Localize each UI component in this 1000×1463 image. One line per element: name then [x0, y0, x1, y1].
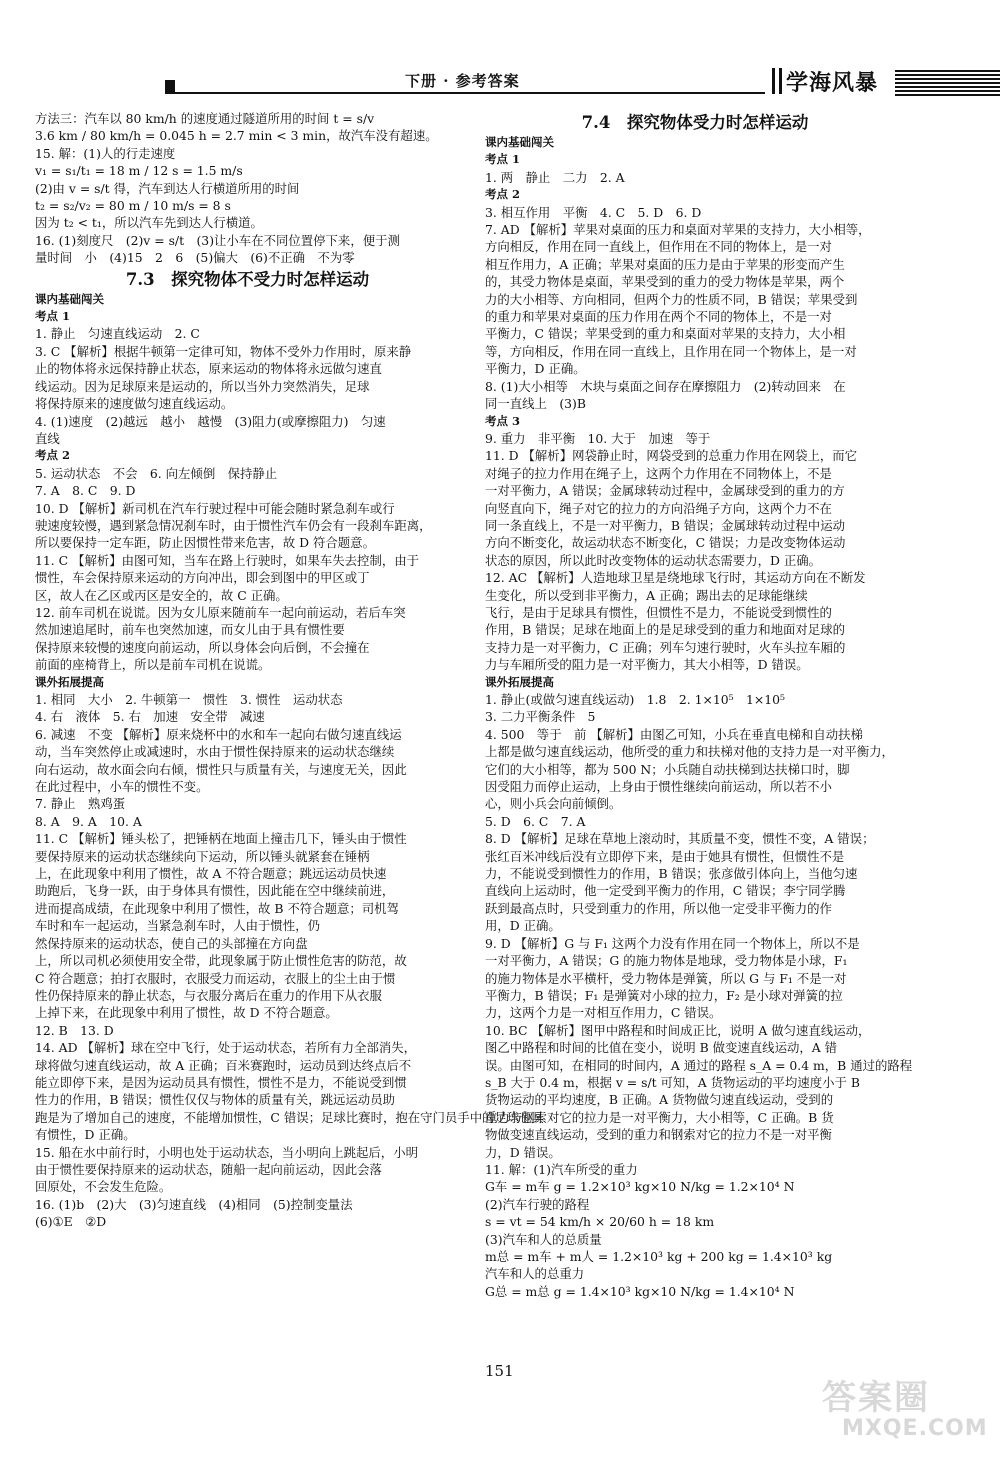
text-line: 7. 静止 熟鸡蛋 [35, 796, 126, 812]
text-line: 12. 前车司机在说谎。因为女儿原来随前车一起向前运动，若后车突 [35, 604, 406, 620]
text-line: 同一直线上 (3)B [485, 396, 587, 412]
text-line: 因为 t₂ < t₁，所以汽车先到达人行横道。 [35, 215, 263, 231]
text-line: 所以要保持一定车距，防止因惯性带来危害，故 D 符合题意。 [35, 535, 375, 551]
text-line: 同一条直线上，不是一对平衡力，B 错误；金属球转动过程中运动 [485, 517, 845, 533]
text-line: s_B 大于 0.4 m，根据 v = s/t 可知，A 货物运动的平均速度小于 B [485, 1074, 860, 1090]
page-number: 151 [485, 1362, 514, 1380]
text-line: 方向相反，作用在同一直线上，但作用在不同的物体上，是一对 [485, 239, 832, 255]
text-line: 一对平衡力，A 错误；G 的施力物体是地球，受力物体是小球，F₁ [485, 953, 848, 969]
text-line: 8. (1)大小相等 木块与桌面之间存在摩擦阻力 (2)转动回来 在 [485, 378, 846, 394]
text-line: 10. BC 【解析】图甲中路程和时间成正比，说明 A 做匀速直线运动， [485, 1022, 871, 1038]
text-line: 6. 减速 不变 【解析】原来烧杯中的水和车一起向右做匀速直线运 [35, 726, 402, 742]
text-line: 保持原来较慢的速度向前运动，所以身体会向后倒，不会撞在 [35, 639, 370, 655]
text-line: 14. AD 【解析】球在空中飞行，处于运动状态，若所有力全部消失， [35, 1040, 417, 1056]
text-line: 车时和车一起运动，当紧急刹车时，人由于惯性，仍 [35, 918, 320, 934]
text-line: 量时间 小 (4)15 2 6 (5)偏大 (6)不正确 不为零 [35, 250, 355, 266]
text-line: 性仍保持原来的静止状态，与衣服分离后在重力的作用下从衣服 [35, 987, 382, 1003]
text-line: 力与车厢所受的阻力是一对平衡力，其大小相等，D 错误。 [485, 657, 809, 673]
text-line: 3. C 【解析】根据牛顿第一定律可知，物体不受外力作用时，原来静 [35, 343, 412, 359]
text-line: 方向不断变化，故运动状态不断变化，C 错误；力是改变物体运动 [485, 535, 846, 551]
text-line: 图乙中路程和时间的比值在变小，说明 B 做变速直线运动，A 错 [485, 1040, 838, 1056]
text-line: 飞行，是由于足球具有惯性，但惯性不是力，不能说受到惯性的 [485, 604, 832, 620]
text-line: 11. 解：(1)汽车所受的重力 [485, 1161, 638, 1177]
text-line: t₂ = s₂/v₂ = 80 m / 10 m/s = 8 s [35, 198, 231, 214]
text-line: 线运动。因为足球原来是运动的，所以当外力突然消失，足球 [35, 378, 370, 394]
text-line: 12. B 13. D [35, 1022, 114, 1038]
text-line: 方法三：汽车以 80 km/h 的速度通过隧道所用的时间 t = s/v [35, 111, 375, 126]
text-line: 力，不能说受到惯性力的作用，B 错误；张彦做引体向上，当他匀速 [485, 866, 858, 882]
text-line: 考点 3 [485, 413, 521, 428]
text-line: 力，这两个力是一对相互作用力，C 错误。 [485, 1005, 722, 1021]
text-line: 10. D 【解析】新司机在汽车行驶过程中可能会随时紧急刹车或行 [35, 500, 395, 516]
text-line: (2)由 v = s/t 得，汽车到达人行横道所用的时间 [35, 180, 300, 196]
text-line: 上都是做匀速直线运动，他所受的重力和扶梯对他的支持力是一对平衡力， [485, 744, 894, 760]
text-line: 向竖直向下，绳子对它的拉力的方向沿绳子方向，这两个力不在 [485, 500, 832, 516]
text-line: 误。由图可知，在相同的时间内，A 通过的路程 s_A = 0.4 m，B 通过的路程 [485, 1057, 913, 1073]
text-line: 要保持原来的运动状态继续向下运动，所以锤头就紧套在锤柄 [35, 848, 370, 864]
text-line: 上，所以司机必须使用安全带，此现象属于防止惯性危害的防范，故 [35, 953, 407, 969]
text-line: (2)汽车行驶的路程 [485, 1196, 590, 1212]
text-line: 12. AC 【解析】人造地球卫星是绕地球飞行时，其运动方向在不断发 [485, 570, 866, 586]
text-line: 课内基础闯关 [35, 291, 104, 306]
text-line: 生变化，所以受到非平衡力，A 正确；踢出去的足球能继续 [485, 587, 808, 603]
text-line: 8. D 【解析】足球在草地上滚动时，其质量不变，惯性不变，A 错误； [485, 831, 875, 847]
text-line: 由于惯性要保持原来的运动状态，随船一起向前运动，因此会落 [35, 1161, 382, 1177]
text-line: (6)①E ②D [35, 1214, 107, 1230]
text-line: 然加速追尾时，前车也突然加速，而女儿由于具有惯性要 [35, 622, 345, 638]
text-line: 跑是为了增加自己的速度，不能增加惯性，C 错误；足球比赛时，抱在守门员手中的足球也具 [35, 1109, 545, 1125]
text-line: 的重力和苹果对桌面的压力作用在两个不同的物体上，不是一对 [485, 309, 832, 325]
text-line: 止的物体将永远保持静止状态，原来运动的物体将永远做匀速直 [35, 361, 382, 377]
text-line: 11. C 【解析】由图可知，当车在路上行驶时，如果车失去控制，由于 [35, 552, 420, 568]
text-line: 9. 重力 非平衡 10. 大于 加速 等于 [485, 430, 711, 446]
text-line: 性力的作用，B 错误；惯性仅仅与物体的质量有关，跳远运动员助 [35, 1092, 395, 1108]
text-line: 物做变速直线运动，受到的重力和钢索对它的拉力不是一对平衡 [485, 1127, 832, 1143]
text-line: 1. 静止(或做匀速直线运动) 1.8 2. 1×10⁵ 1×10⁵ [485, 692, 785, 707]
text-line: 有惯性，D 正确。 [35, 1127, 136, 1143]
text-line: 回原处，不会发生危险。 [35, 1179, 172, 1195]
brand-logo: 学海风暴 [786, 70, 879, 96]
text-line: 5. D 6. C 7. A [485, 813, 586, 829]
watermark-url: MXQE.COM [842, 1416, 988, 1441]
text-line: 的施力物体是水平横杆，受力物体是弹簧，所以 G 与 F₁ 不是一对 [485, 970, 847, 986]
text-line: 9. D 【解析】G 与 F₁ 这两个力没有作用在同一个物体上，所以不是 [485, 935, 860, 951]
text-line: s = vt = 54 km/h × 20/60 h = 18 km [485, 1214, 715, 1230]
text-line: 的，其受力物体是桌面，苹果受到的重力的受力物体是苹果，两个 [485, 274, 845, 290]
text-line: m总 = m车 + m人 = 1.2×10³ kg + 200 kg = 1.4×10³ kg [485, 1249, 833, 1264]
text-line: 然保持原来的运动状态，使自己的头部撞在方向盘 [35, 935, 308, 951]
text-line: 心，则小兵会向前倾倒。 [485, 796, 622, 812]
text-line: 对绳子的拉力作用在绳子上，这两个力作用在不同物体上，不是 [485, 465, 832, 481]
text-line: 16. (1)b (2)大 (3)匀速直线 (4)相同 (5)控制变量法 [35, 1196, 353, 1212]
text-line: 驶速度较慢，遇到紧急情况刹车时，由于惯性汽车仍会有一段刹车距离， [35, 517, 432, 533]
text-line: 3. 二力平衡条件 5 [485, 709, 596, 725]
text-line: 11. C 【解析】锤头松了，把锤柄在地面上撞击几下，锤头由于惯性 [35, 831, 407, 847]
header-rule [165, 92, 765, 94]
text-line: 4. (1)速度 (2)越远 越小 越慢 (3)阻力(或摩擦阻力) 匀速 [35, 413, 386, 429]
page-header [0, 62, 1000, 102]
text-line: 状态的原因，所以此时改变物体的运动状态需要力，D 正确。 [485, 552, 822, 568]
text-line: 将保持原来的速度做匀速直线运动。 [35, 396, 234, 412]
text-line: 平衡力，B 错误；F₁ 是弹簧对小球的拉力，F₂ 是小球对弹簧的拉 [485, 987, 843, 1003]
text-line: 惯性，车会保持原来运动的方向冲出，即会到图中的甲区或丁 [35, 570, 370, 586]
text-line: 助跑后，飞身一跃，由于身体具有惯性，因此能在空中继续前进， [35, 883, 395, 899]
text-line: 4. 右 液体 5. 右 加速 安全带 减速 [35, 709, 265, 725]
text-line: 7. AD 【解析】苹果对桌面的压力和桌面对苹果的支持力，大小相等， [485, 222, 871, 238]
text-line: 跃到最高点时，只受到重力的作用，所以他一定受非平衡力的作 [485, 900, 832, 916]
watermark-logo [822, 1370, 992, 1450]
text-line: 向右运动，故水面会向右倾，惯性只与质量有关，与速度无关，因此 [35, 761, 407, 777]
text-line: 课外拓展提高 [35, 674, 104, 689]
text-line: 等，方向相反，作用在同一直线上，且作用在同一个物体上，是一对 [485, 343, 857, 359]
text-line: 汽车和人的总重力 [485, 1266, 585, 1282]
text-line: 1. 两 静止 二力 2. A [485, 169, 625, 185]
text-line: 因受阻力而停止运动，上身由于惯性继续向前运动，所以若不小 [485, 779, 832, 795]
text-line: 一对平衡力，A 错误；金属球转动过程中，金属球受到的重力的方 [485, 483, 845, 499]
text-line: 区，故人在乙区或丙区是安全的，故 C 正确。 [35, 587, 288, 603]
text-line: 5. 运动状态 不会 6. 向左倾倒 保持静止 [35, 465, 278, 481]
header-square-mark [165, 80, 175, 92]
text-line: 15. 解：(1)人的行走速度 [35, 145, 176, 161]
section-title: 7.3 探究物体不受力时怎样运动 [125, 269, 370, 289]
watermark-main: 答案圈 [822, 1378, 930, 1418]
text-line: 直线向上运动时，他一定受到平衡力的作用，C 错误；李宁同学腾 [485, 883, 846, 899]
text-line: 力，D 错误。 [485, 1144, 561, 1160]
text-line: 16. (1)刻度尺 (2)v = s/t (3)让小车在不同位置停下来，便于测 [35, 232, 400, 248]
text-line: G车 = m车 g = 1.2×10³ kg×10 N/kg = 1.2×10⁴ N [485, 1179, 795, 1195]
text-line: 3. 相互作用 平衡 4. C 5. D 6. D [485, 204, 702, 220]
header-stripes [895, 70, 1000, 96]
text-line: 上，在此现象中利用了惯性，故 A 不符合题意；跳远运动员快速 [35, 866, 387, 882]
text-line: 3.6 km / 80 km/h = 0.045 h = 2.7 min < 3 min，故汽车没有超速。 [35, 128, 438, 144]
text-line: 考点 1 [485, 152, 521, 167]
text-line: 课外拓展提高 [485, 674, 554, 689]
text-line: 考点 2 [35, 448, 71, 463]
text-line: 7. A 8. C 9. D [35, 483, 136, 499]
text-line: 重力与钢索对它的拉力是一对平衡力，大小相等，C 正确。B 货 [485, 1109, 834, 1125]
text-line: 前面的座椅背上，所以是前车司机在说谎。 [35, 657, 271, 673]
right-column [485, 110, 913, 1300]
text-line: C 符合题意；拍打衣服时，衣服受力而运动，衣服上的尘土由于惯 [35, 970, 396, 986]
text-line: 4. 500 等于 前 【解析】由图乙可知，小兵在垂直电梯和自动扶梯 [485, 726, 863, 742]
text-line: 11. D 【解析】网袋静止时，网袋受到的总重力作用在网袋上，而它 [485, 448, 858, 464]
text-line: 15. 船在水中前行时，小明也处于运动状态，当小明向上跳起后，小明 [35, 1144, 418, 1160]
header-title: 下册 · 参考答案 [405, 72, 520, 90]
text-line: 课内基础闯关 [485, 135, 554, 149]
text-line: 能立即停下来，是因为运动员具有惯性，惯性不是力，不能说受到惯 [35, 1074, 407, 1090]
text-line: 1. 相同 大小 2. 牛顿第一 惯性 3. 惯性 运动状态 [35, 692, 343, 707]
text-line: 上掉下来，在此现象中利用了惯性，故 D 不符合题意。 [35, 1005, 338, 1021]
text-line: G总 = m总 g = 1.4×10³ kg×10 N/kg = 1.4×10⁴ N [485, 1283, 795, 1299]
text-line: 进而提高成绩，在此现象中利用了惯性，故 B 不符合题意；司机驾 [35, 900, 399, 916]
text-line: 货物运动的平均速度，B 正确。A 货物做匀速直线运动，受到的 [485, 1092, 834, 1108]
text-line: 动，当车突然停止或减速时，水由于惯性保持原来的运动状态继续 [35, 744, 395, 760]
text-line: 张红百米冲线后没有立即停下来，是由于她具有惯性，但惯性不是 [485, 848, 845, 864]
text-line: 考点 2 [485, 187, 521, 202]
text-line: 用，D 正确。 [485, 918, 561, 934]
text-line: 8. A 9. A 10. A [35, 813, 142, 829]
text-line: 平衡力，C 错误；苹果受到的重力和桌面对苹果的支持力，大小相 [485, 326, 846, 342]
text-line: (3)汽车和人的总质量 [485, 1231, 602, 1247]
text-line: 1. 静止 匀速直线运动 2. C [35, 326, 200, 342]
text-line: 支持力是一对平衡力，C 正确；列车匀速行驶时，火车头拉车厢的 [485, 639, 846, 655]
text-line: v₁ = s₁/t₁ = 18 m / 12 s = 1.5 m/s [35, 163, 243, 179]
text-line: 力的大小相等、方向相同，但两个力的性质不同，B 错误；苹果受到 [485, 291, 858, 307]
text-line: 相互作用力，A 正确；苹果对桌面的压力是由于苹果的形变而产生 [485, 256, 845, 272]
header-bars-mark [772, 68, 782, 94]
text-line: 在此过程中，小车的惯性不变。 [35, 779, 209, 795]
section-title: 7.4 探究物体受力时怎样运动 [581, 113, 809, 132]
text-line: 直线 [35, 430, 60, 446]
text-line: 考点 1 [35, 309, 71, 324]
text-line: 它们的大小相等，都为 500 N；小兵随自动扶梯到达扶梯口时，脚 [485, 761, 850, 777]
text-line: 平衡力，D 正确。 [485, 361, 586, 377]
text-line: 球将做匀速直线运动，故 A 正确；百米赛跑时，运动员到达终点后不 [35, 1057, 412, 1073]
text-line: 作用，B 错误；足球在地面上的是足球受到的重力和地面对足球的 [485, 622, 845, 638]
